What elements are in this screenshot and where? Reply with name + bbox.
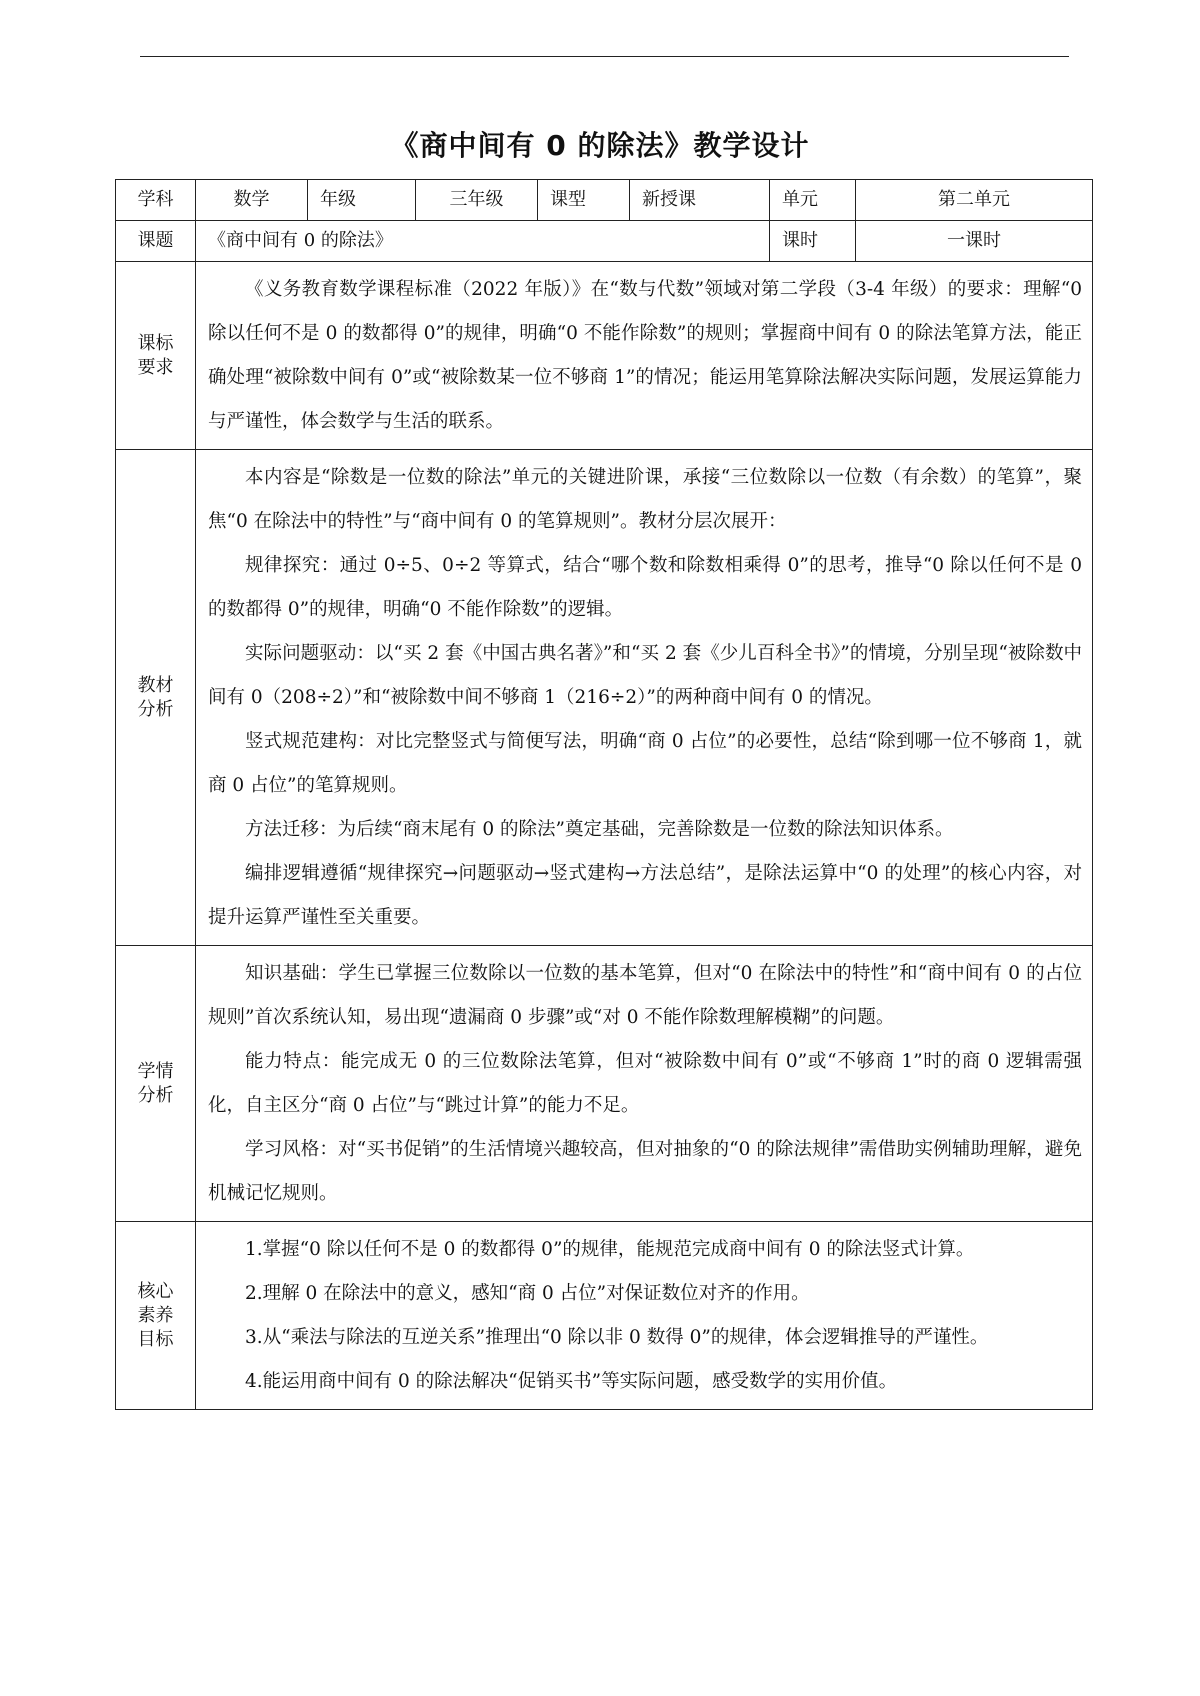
subject-label: 学科 (116, 180, 196, 221)
section-paragraph: 本内容是“除数是一位数的除法”单元的关键进阶课，承接“三位数除以一位数（有余数）的笔算”，聚焦“0 在除法中的特性”与“商中间有 0 的笔算规则”。教材分层次展开： (208, 467, 1082, 532)
section-paragraph: 实际问题驱动：以“买 2 套《中国古典名著》”和“买 2 套《少儿百科全书》”的情境，分别呈现“被除数中间有 0（208÷2）”和“被除数中间不够商 1（216÷2）”的两种商中间有 0 的情况。 (208, 643, 1082, 708)
section-label-line: 分析 (137, 698, 174, 720)
meta-row-2 (116, 221, 1093, 262)
type-label: 课型 (538, 180, 630, 221)
section-paragraph: 1.掌握“0 除以任何不是 0 的数都得 0”的规律，能规范完成商中间有 0 的除法竖式计算。 (245, 1239, 975, 1260)
subject-value: 数学 (196, 180, 308, 221)
section-label-line: 分析 (137, 1084, 174, 1106)
section-label (116, 1222, 196, 1410)
section-label (116, 450, 196, 946)
section-label-line: 核心 (137, 1280, 174, 1302)
topic-value: 《商中间有 0 的除法》 (196, 221, 770, 262)
section-label-line: 目标 (137, 1328, 174, 1350)
section-label (116, 262, 196, 450)
section-label-line: 要求 (137, 356, 174, 378)
unit-value: 第二单元 (856, 180, 1093, 221)
section-paragraph: 4.能运用商中间有 0 的除法解决“促销买书”等实际问题，感受数学的实用价值。 (245, 1371, 898, 1392)
unit-label: 单元 (770, 180, 856, 221)
meta-row-1 (116, 180, 1093, 221)
header-rule (140, 56, 1069, 57)
section-paragraph: 《义务教育数学课程标准（2022 年版）》在“数与代数”领域对第二学段（3-4 年级）的要求：理解“0 除以任何不是 0 的数都得 0”的规律，明确“0 不能作除数”的规则；掌握商中间有 0 的除法笔算方法，能正确处理“被除数中间有 0”或“被除数某一位不够商 1”的情况；能运用笔算除法解决实际问题，发展运算能力与严谨性，体会数学与生活的联系。 (208, 279, 1082, 432)
grade-label: 年级 (308, 180, 416, 221)
section-row-student-analysis (116, 946, 1093, 1222)
section-paragraph: 编排逻辑遵循“规律探究→问题驱动→竖式建构→方法总结”，是除法运算中“0 的处理”的核心内容，对提升运算严谨性至关重要。 (208, 863, 1082, 928)
grade-value: 三年级 (416, 180, 538, 221)
section-paragraph: 能力特点：能完成无 0 的三位数除法笔算，但对“被除数中间有 0”或“不够商 1”时的商 0 逻辑需强化，自主区分“商 0 占位”与“跳过计算”的能力不足。 (208, 1051, 1082, 1116)
section-paragraph: 方法迁移：为后续“商末尾有 0 的除法”奠定基础，完善除数是一位数的除法知识体系。 (245, 819, 954, 840)
section-label-line: 课标 (137, 332, 174, 354)
section-label-line: 学情 (137, 1060, 174, 1082)
section-content (196, 262, 1093, 450)
section-content (196, 946, 1093, 1222)
document-title: 《商中间有 0 的除法》教学设计 (390, 129, 810, 162)
section-row-textbook-analysis (116, 450, 1093, 946)
section-paragraph: 规律探究：通过 0÷5、0÷2 等算式，结合“哪个数和除数相乘得 0”的思考，推导“0 除以任何不是 0 的数都得 0”的规律，明确“0 不能作除数”的逻辑。 (208, 555, 1082, 620)
section-paragraph: 竖式规范建构：对比完整竖式与简便写法，明确“商 0 占位”的必要性，总结“除到哪一位不够商 1，就商 0 占位”的笔算规则。 (208, 731, 1082, 796)
sections-body (116, 262, 1093, 1410)
section-label (116, 946, 196, 1222)
section-row-curriculum-standard (116, 262, 1093, 450)
section-paragraph: 3.从“乘法与除法的互逆关系”推理出“0 除以非 0 数得 0”的规律，体会逻辑推导的严谨性。 (245, 1327, 989, 1348)
section-content (196, 1222, 1093, 1410)
hours-value: 一课时 (856, 221, 1093, 262)
section-content (196, 450, 1093, 946)
type-value: 新授课 (630, 180, 770, 221)
section-label-line: 教材 (137, 674, 174, 696)
lesson-plan-table (115, 179, 1093, 1410)
section-label-line: 素养 (137, 1304, 174, 1326)
hours-label: 课时 (770, 221, 856, 262)
section-row-core-literacy-goals (116, 1222, 1093, 1410)
section-paragraph: 学习风格：对“买书促销”的生活情境兴趣较高，但对抽象的“0 的除法规律”需借助实例辅助理解，避免机械记忆规则。 (208, 1139, 1082, 1204)
section-paragraph: 知识基础：学生已掌握三位数除以一位数的基本笔算，但对“0 在除法中的特性”和“商中间有 0 的占位规则”首次系统认知，易出现“遗漏商 0 步骤”或“对 0 不能作除数理解模糊”的问题。 (208, 963, 1082, 1028)
topic-label: 课题 (116, 221, 196, 262)
section-paragraph: 2.理解 0 在除法中的意义，感知“商 0 占位”对保证数位对齐的作用。 (245, 1283, 810, 1304)
